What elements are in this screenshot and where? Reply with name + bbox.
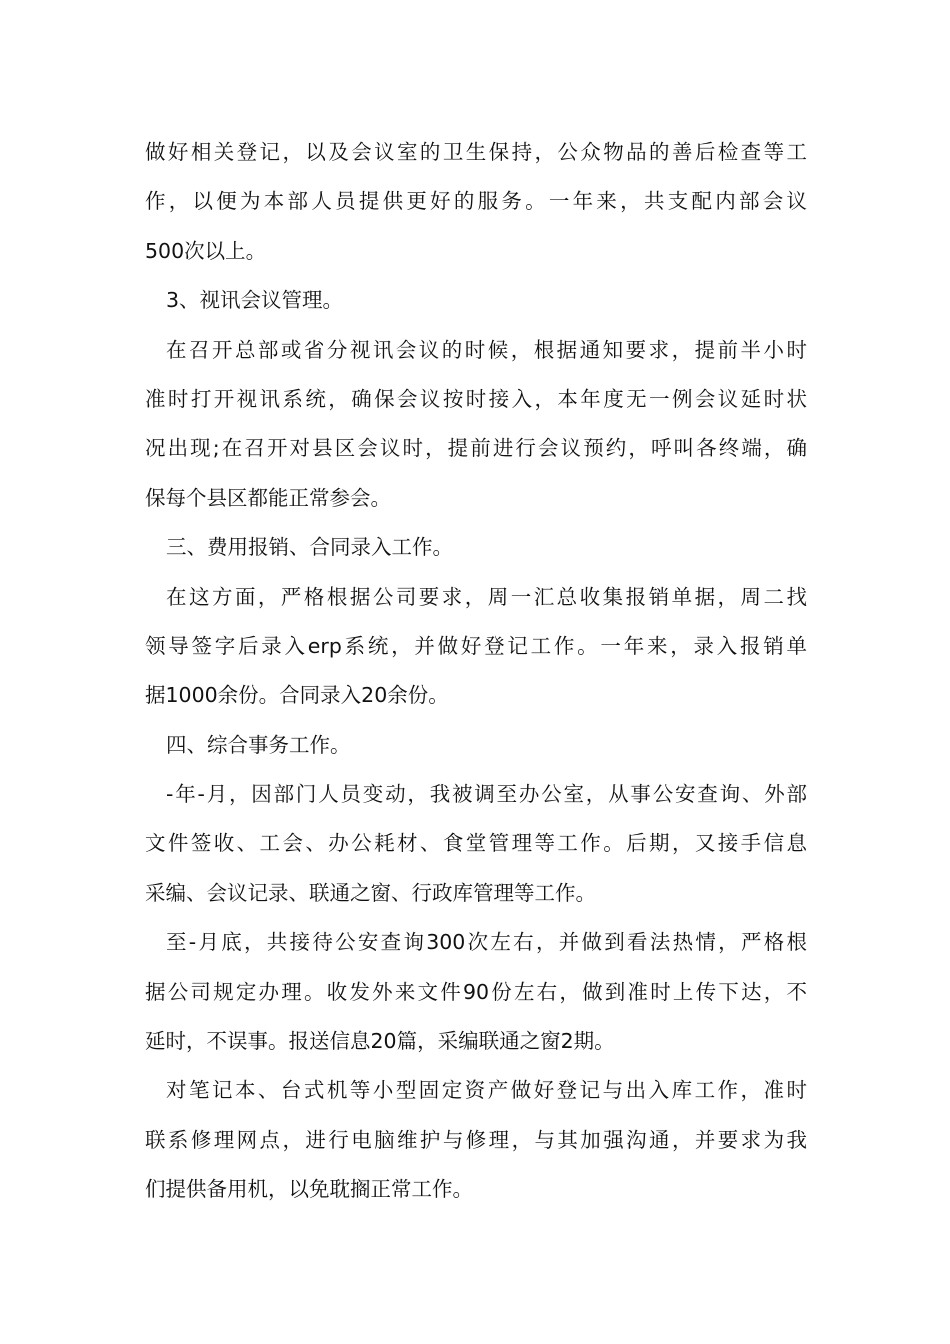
text-line: 在召开总部或省分视讯会议的时候，根据通知要求，提前半小时 bbox=[166, 337, 807, 362]
document-body bbox=[145, 128, 807, 1215]
text-line: 领导签字后录入erp系统，并做好登记工作。一年来，录入报销单 bbox=[145, 633, 807, 658]
text-line: 3、视讯会议管理。 bbox=[166, 288, 344, 313]
text-line: 作，以便为本部人员提供更好的服务。一年来，共支配内部会议 bbox=[145, 189, 807, 214]
text-line: 500次以上。 bbox=[145, 238, 267, 263]
text-line: 做好相关登记，以及会议室的卫生保持，公众物品的善后检查等工 bbox=[145, 140, 807, 164]
text-line: 保每个县区都能正常参会。 bbox=[145, 485, 391, 510]
text-line: 准时打开视讯系统，确保会议按时接入，本年度无一例会议延时状 bbox=[145, 386, 807, 411]
text-line: 们提供备用机，以免耽搁正常工作。 bbox=[145, 1177, 473, 1202]
text-line: 对笔记本、台式机等小型固定资产做好登记与出入库工作，准时 bbox=[166, 1078, 807, 1103]
text-line: 据1000余份。合同录入20余份。 bbox=[145, 683, 449, 708]
text-line: 四、综合事务工作。 bbox=[166, 732, 351, 757]
text-line: 况出现;在召开对县区会议时，提前进行会议预约，呼叫各终端，确 bbox=[145, 436, 807, 461]
text-line: 采编、会议记录、联通之窗、行政库管理等工作。 bbox=[145, 880, 596, 905]
text-line: 联系修理网点，进行电脑维护与修理，与其加强沟通，并要求为我 bbox=[145, 1127, 807, 1152]
text-line: 据公司规定办理。收发外来文件90份左右，做到准时上传下达，不 bbox=[145, 979, 807, 1004]
text-line: 在这方面，严格根据公司要求，周一汇总收集报销单据，周二找 bbox=[166, 584, 807, 609]
text-line: 三、费用报销、合同录入工作。 bbox=[166, 535, 453, 560]
text-line: 至-月底，共接待公安查询300次左右，并做到看法热情，严格根 bbox=[166, 930, 807, 955]
text-line: 延时，不误事。报送信息20篇，采编联通之窗2期。 bbox=[145, 1029, 615, 1054]
text-line: 文件签收、工会、办公耗材、食堂管理等工作。后期，又接手信息 bbox=[145, 831, 807, 856]
text-line: -年-月，因部门人员变动，我被调至办公室，从事公安查询、外部 bbox=[166, 782, 807, 807]
